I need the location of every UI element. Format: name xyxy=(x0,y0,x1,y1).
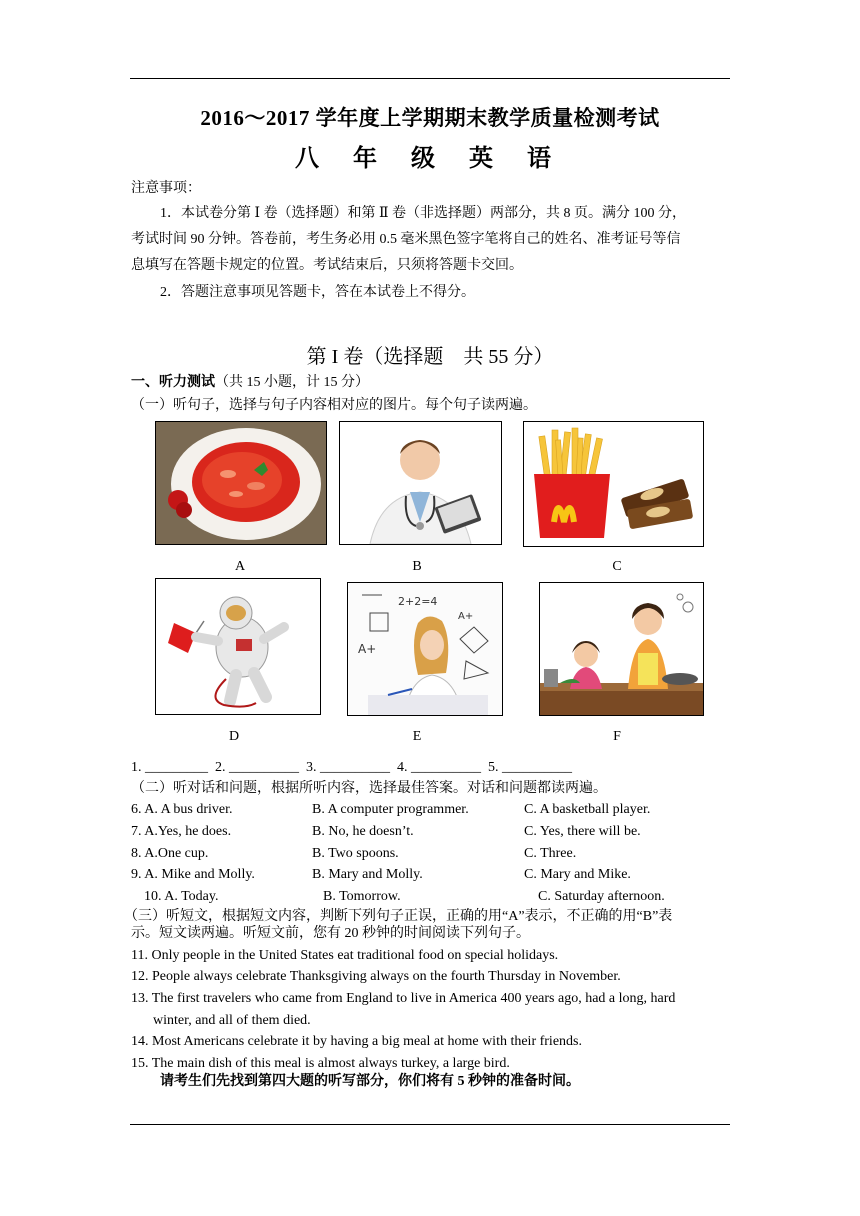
picture-c-label: C xyxy=(612,559,622,574)
prep-note: 请考生们先找到第四大题的听写部分，你们将有 5 秒钟的准备时间。 xyxy=(160,1074,580,1089)
statement-14: 14. Most Americans celebrate it by having a big meal at home with their friends. xyxy=(131,1034,582,1049)
q7-a: 7. A.Yes, he does. xyxy=(131,824,232,839)
notice-heading: 注意事项： xyxy=(131,181,201,196)
part1-title: 第 I 卷（选择题 共 55 分） xyxy=(306,346,554,368)
statement-13-line2: winter, and all of them died. xyxy=(153,1013,311,1028)
q8-a: 8. A.One cup. xyxy=(131,846,209,861)
q6-c: C. A basketball player. xyxy=(524,802,651,817)
q7-b: B. No, he doesn’t. xyxy=(312,824,414,839)
fries-and-chocolate-icon xyxy=(524,422,703,546)
picture-b xyxy=(339,421,502,545)
girl-studying-math-icon xyxy=(348,583,502,715)
q10-c: C. Saturday afternoon. xyxy=(538,889,665,904)
picture-a xyxy=(155,421,327,545)
statement-11: 11. Only people in the United States eat traditional food on special holidays. xyxy=(131,948,559,963)
picture-b-label: B xyxy=(412,559,422,574)
q9-a: 9. A. Mike and Molly. xyxy=(131,867,255,882)
q6-b: B. A computer programmer. xyxy=(312,802,469,817)
astronaut-with-flag-icon xyxy=(156,579,320,714)
mother-and-daughter-cooking-icon xyxy=(540,583,703,715)
q10-a: 10. A. Today. xyxy=(144,889,219,904)
q9-b: B. Mary and Molly. xyxy=(312,867,423,882)
section-heading: 一、听力测试 xyxy=(131,375,215,390)
section-heading-row xyxy=(131,372,369,394)
statement-12: 12. People always celebrate Thanksgiving always on the fourth Thursday in November. xyxy=(131,969,621,984)
sub2-instruction: （二）听对话和问题，根据所听内容，选择最佳答案。对话和问题都读两遍。 xyxy=(131,781,607,796)
sub3-instruction-line2: 示。短文读两遍。听短文前，您有 20 秒钟的时间阅读下列句子。 xyxy=(131,926,530,941)
answer-blanks: 1. _________ 2. __________ 3. __________ 4. __________ 5. __________ xyxy=(131,760,572,775)
q9-c: C. Mary and Mike. xyxy=(524,867,631,882)
picture-f-label: F xyxy=(613,729,621,744)
q6-a: 6. A. A bus driver. xyxy=(131,802,233,817)
picture-d xyxy=(155,578,321,715)
svg-text:2+2=4: 2+2=4 xyxy=(398,595,438,608)
picture-a-label: A xyxy=(234,559,246,574)
svg-text:A+: A+ xyxy=(358,642,377,656)
sub3-instruction-line1: （三）听短文，根据短文内容，判断下列句子正误，正确的用“A”表示，不正确的用“B”表 xyxy=(124,909,673,924)
q8-b: B. Two spoons. xyxy=(312,846,399,861)
tomato-soup-plate-icon xyxy=(156,422,326,544)
exam-title: 2016～2017 学年度上学期期末教学质量检测考试 xyxy=(200,106,660,130)
statement-15: 15. The main dish of this meal is almost always turkey, a large bird. xyxy=(131,1056,510,1071)
top-rule xyxy=(130,78,730,79)
sub1-instruction: （一）听句子，选择与句子内容相对应的图片。每个句子读两遍。 xyxy=(131,398,537,413)
notice-item1-line3: 息填写在答题卡规定的位置。考试结束后，只须将答题卡交回。 xyxy=(131,258,523,273)
notice-item1-line1: 1．本试卷分第 Ⅰ 卷（选择题）和第 Ⅱ 卷（非选择题）两部分，共 8 页。满分 100 分， xyxy=(160,206,687,221)
picture-e xyxy=(347,582,503,716)
q10-b: B. Tomorrow. xyxy=(323,889,401,904)
picture-e-label: E xyxy=(412,729,422,744)
svg-text:A+: A+ xyxy=(458,611,474,622)
q7-c: C. Yes, there will be. xyxy=(524,824,641,839)
notice-item2: 2．答题注意事项见答题卡，答在本试卷上不得分。 xyxy=(160,285,475,300)
picture-d-label: D xyxy=(228,729,240,744)
statement-13-line1: 13. The first travelers who came from England to live in America 400 years ago, had a long, hard xyxy=(131,991,676,1006)
notice-item1-line2: 考试时间 90 分钟。答卷前，考生务必用 0.5 毫米黑色签字笔将自己的姓名、准考证号等信 xyxy=(131,232,681,247)
q8-c: C. Three. xyxy=(524,846,577,861)
picture-f xyxy=(539,582,704,716)
section-note: （共 15 小题，计 15 分） xyxy=(215,375,369,390)
picture-c xyxy=(523,421,704,547)
doctor-with-stethoscope-icon xyxy=(340,422,501,544)
bottom-rule xyxy=(130,1124,730,1125)
exam-subtitle: 八 年 级 英 语 xyxy=(295,146,565,172)
